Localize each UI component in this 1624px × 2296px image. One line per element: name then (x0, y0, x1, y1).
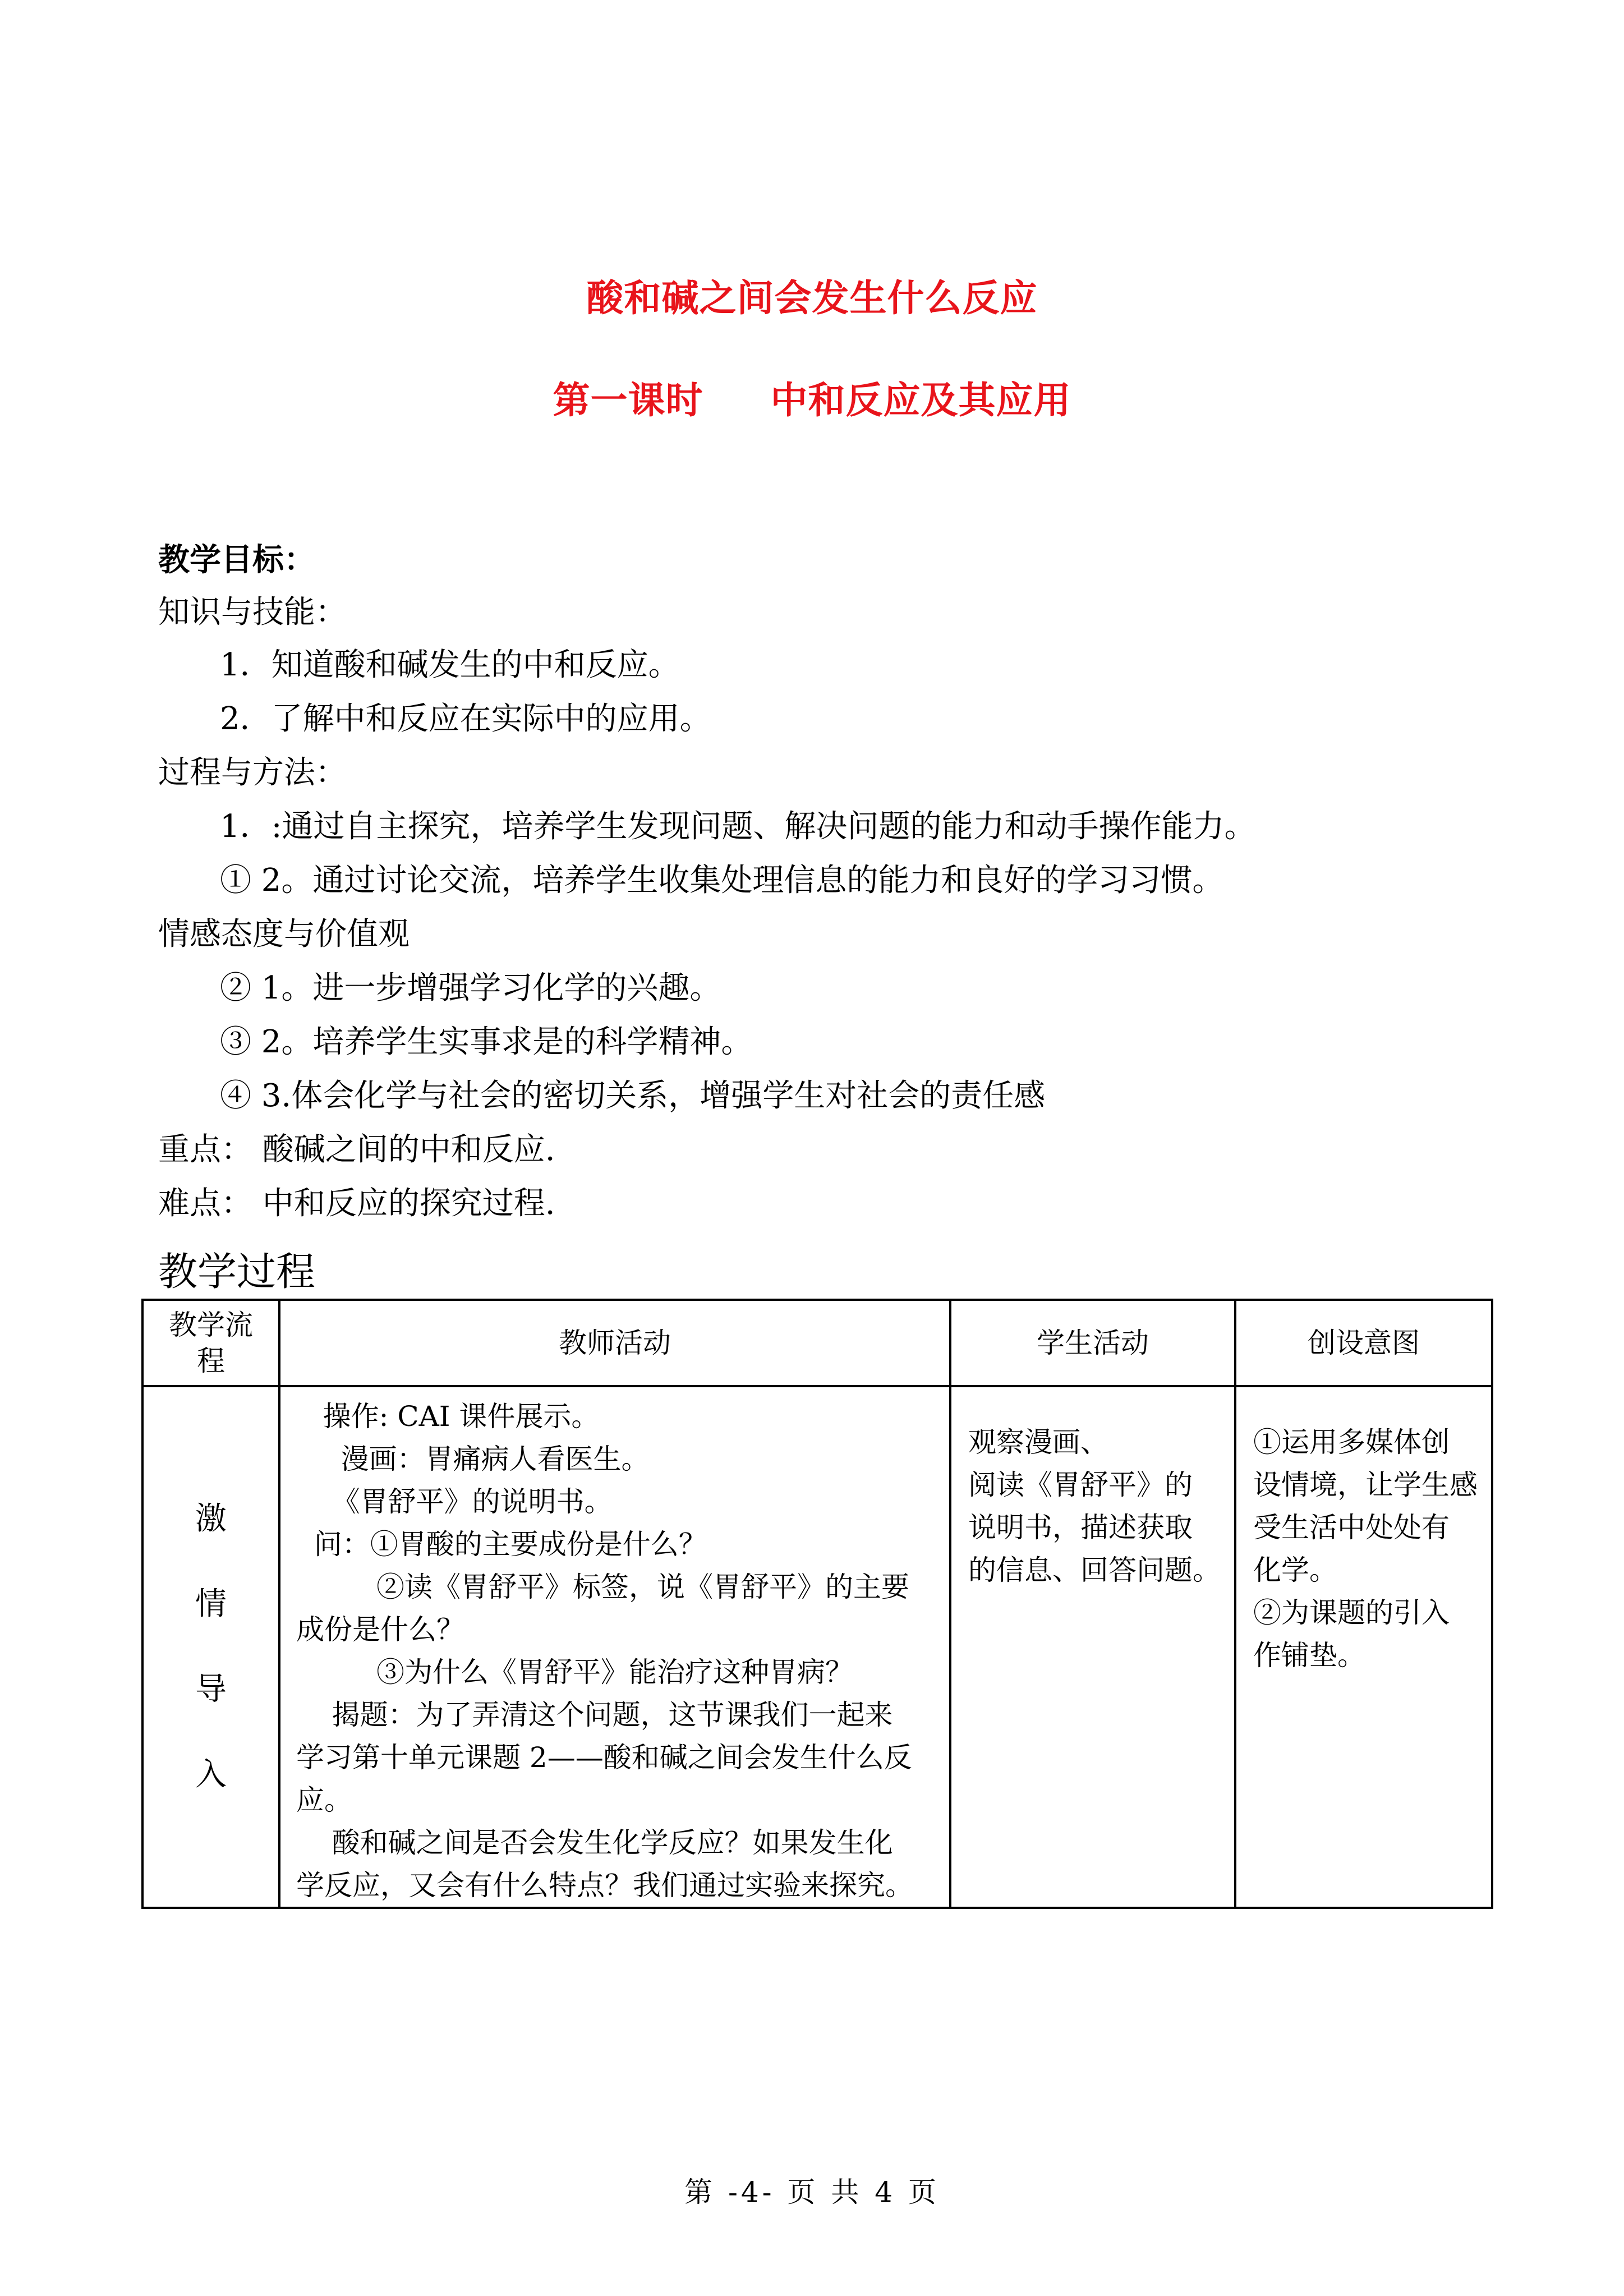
header-teacher: 教师活动 (279, 1300, 950, 1386)
subtitle-topic: 中和反应及其应用 (770, 378, 1071, 422)
header-student: 学生活动 (950, 1300, 1235, 1386)
key-point: 重点： 酸碱之间的中和反应. (158, 1131, 555, 1168)
teacher-activity-cell: 操作: CAI 课件展示。 漫画：胃痛病人看医生。 《胃舒平》的说明书。 问：①胃酸的主要成份是什么？ ②读《胃舒平》标签，说《胃舒平》的主要 成份是什么？ ③为什么《胃舒平》能治疗这种胃病？ 揭题：为了弄清这个问题，这节课我们一起来 学习第十单元课题 2——酸和碱之间会发生什么反 应。 酸和碱之间是否会发生化学反应？如果发生化 学反应，又会有什么特点？我们通过实验来探究。 (279, 1386, 950, 1908)
document-title: 酸和碱之间会发生什么反应 (586, 276, 1038, 320)
stage-cell: 激 情 导 入 (142, 1386, 279, 1908)
page-footer: 第 -4- 页 共 4 页 (684, 2176, 940, 2208)
process-table (141, 1299, 1493, 1909)
knowledge-heading: 知识与技能： (158, 594, 347, 631)
emotion-heading: 情感态度与价值观 (158, 916, 410, 953)
process-heading: 过程与方法： (158, 754, 347, 791)
table-row (142, 1386, 1492, 1908)
process-item: 1．:通过自主探究，培养学生发现问题、解决问题的能力和动手操作能力。 (220, 808, 1256, 845)
knowledge-item: 1．知道酸和碱发生的中和反应。 (220, 647, 680, 683)
student-activity-cell: 观察漫画、 阅读《胃舒平》的 说明书，描述获取 的信息、回答问题。 (950, 1386, 1235, 1908)
table-header-row (142, 1300, 1492, 1386)
emotion-item: ② 1。进一步增强学习化学的兴趣。 (220, 970, 721, 1006)
design-intent-cell: ①运用多媒体创 设情境，让学生感 受生活中处处有 化学。 ②为课题的引入 作铺垫。 (1235, 1386, 1492, 1908)
process-heading-large: 教学过程 (158, 1249, 315, 1295)
header-stage: 教学流 程 (142, 1300, 279, 1386)
difficulty: 难点： 中和反应的探究过程. (158, 1185, 555, 1222)
objectives-heading: 教学目标： (158, 541, 315, 578)
emotion-item: ④ 3.体会化学与社会的密切关系，增强学生对社会的责任感 (220, 1078, 1046, 1114)
process-item: ① 2。通过讨论交流，培养学生收集处理信息的能力和良好的学习习惯。 (220, 862, 1224, 899)
subtitle-lesson: 第一课时 (553, 378, 703, 422)
emotion-item: ③ 2。培养学生实事求是的科学精神。 (220, 1024, 753, 1060)
document-subtitle (0, 370, 1624, 424)
knowledge-item: 2．了解中和反应在实际中的应用。 (220, 701, 711, 737)
header-intent: 创设意图 (1235, 1300, 1492, 1386)
